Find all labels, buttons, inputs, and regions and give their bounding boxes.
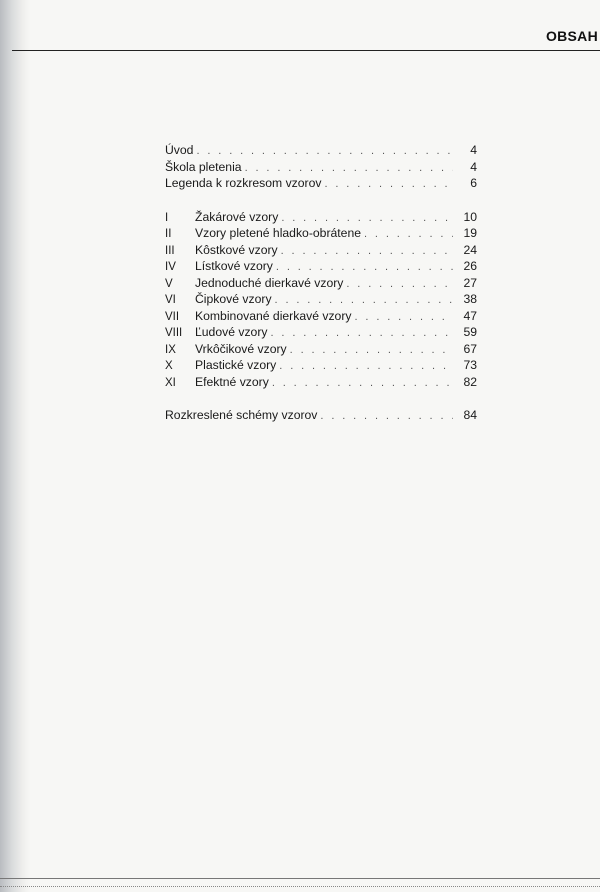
toc-chapter-entry: [165, 341, 477, 358]
toc-leader-dots: [321, 176, 453, 193]
toc-leader-dots: [287, 342, 453, 359]
toc-entry-page: 59: [463, 325, 477, 339]
toc-leader-dots: [242, 160, 453, 177]
toc-entry-title: Úvod: [165, 143, 194, 157]
toc-chapter-number: VII: [165, 310, 180, 323]
toc-entry-title: Škola pletenia: [165, 159, 242, 174]
toc-entry: [165, 142, 477, 159]
toc-entry-page: 73: [463, 358, 477, 372]
toc-entry-title: Lístkové vzory: [195, 259, 273, 273]
toc-chapter-entry: [165, 275, 477, 292]
toc-entry-page: 24: [463, 242, 477, 257]
toc-chapter-number: II: [165, 228, 172, 240]
toc-entry-page: 6: [470, 176, 477, 190]
toc-entry-title: Žakárové vzory: [195, 209, 279, 224]
table-of-contents: [165, 142, 477, 424]
toc-spacer: [165, 192, 477, 209]
toc-chapter-number: VI: [165, 294, 176, 306]
toc-chapter-number: III: [165, 244, 175, 257]
toc-entry-page: 10: [463, 209, 477, 224]
toc-leader-dots: [273, 259, 453, 276]
toc-entry: [165, 159, 477, 176]
toc-intro-group: [165, 142, 477, 192]
toc-entry-page: 84: [463, 408, 477, 422]
toc-chapter-number: VIII: [165, 327, 183, 339]
toc-chapter-number: IX: [165, 343, 176, 356]
toc-entry-page: 26: [463, 259, 477, 273]
toc-chapter-entry: [165, 324, 477, 341]
toc-chapter-number: V: [165, 277, 173, 290]
footer-divider: [0, 878, 600, 879]
toc-leader-dots: [268, 325, 454, 342]
toc-leader-dots: [276, 358, 453, 375]
toc-chapters-group: [165, 209, 477, 391]
toc-entry-page: 4: [470, 143, 477, 157]
toc-entry-page: 47: [463, 308, 477, 323]
toc-entry-title: Plastické vzory: [195, 358, 277, 372]
toc-entry-title: Vrkôčikové vzory: [195, 341, 287, 356]
toc-leader-dots: [352, 309, 454, 326]
toc-leader-dots: [193, 143, 453, 160]
toc-chapter-entry: [165, 374, 477, 391]
header-divider: [12, 50, 600, 51]
toc-chapter-entry: [165, 357, 477, 374]
page-title: OBSAH: [545, 28, 598, 44]
toc-entry-page: 19: [463, 226, 477, 240]
toc-chapter-number: I: [165, 211, 169, 224]
toc-leader-dots: [343, 276, 453, 293]
toc-entry: [165, 407, 477, 424]
toc-entry-title: Efektné vzory: [195, 374, 269, 389]
toc-entry-page: 4: [470, 159, 477, 174]
toc-entry-page: 27: [463, 275, 477, 290]
toc-leader-dots: [278, 243, 453, 260]
toc-entry: [165, 175, 477, 192]
toc-leader-dots: [361, 226, 453, 243]
toc-entry-title: Čipkové vzory: [195, 292, 272, 306]
toc-entry-title: Jednoduché dierkavé vzory: [195, 275, 344, 290]
toc-chapter-number: XI: [165, 376, 176, 389]
toc-outro-group: [165, 407, 477, 424]
toc-chapter-number: X: [165, 360, 173, 372]
toc-chapter-entry: [165, 308, 477, 325]
toc-entry-title: Kombinované dierkavé vzory: [195, 308, 352, 323]
toc-leader-dots: [278, 210, 453, 227]
toc-entry-page: 82: [463, 374, 477, 389]
toc-entry-title: Ľudové vzory: [195, 325, 268, 339]
toc-chapter-entry: [165, 258, 477, 275]
toc-entry-title: Rozkreslené schémy vzorov: [165, 408, 318, 422]
toc-entry-page: 38: [463, 292, 477, 306]
footer-dotted-divider: [0, 886, 600, 887]
toc-chapter-number: IV: [165, 261, 176, 273]
toc-chapter-entry: [165, 209, 477, 226]
toc-entry-page: 67: [463, 341, 477, 356]
toc-chapter-entry: [165, 225, 477, 242]
toc-chapter-entry: [165, 291, 477, 308]
toc-leader-dots: [269, 375, 453, 392]
page-edge-shadow: [0, 0, 30, 892]
toc-entry-title: Kôstkové vzory: [195, 242, 278, 257]
toc-spacer: [165, 390, 477, 407]
toc-leader-dots: [272, 292, 453, 309]
toc-leader-dots: [317, 408, 453, 425]
toc-chapter-entry: [165, 242, 477, 259]
toc-entry-title: Vzory pletené hladko-obrátene: [195, 226, 361, 240]
toc-entry-title: Legenda k rozkresom vzorov: [165, 176, 322, 190]
